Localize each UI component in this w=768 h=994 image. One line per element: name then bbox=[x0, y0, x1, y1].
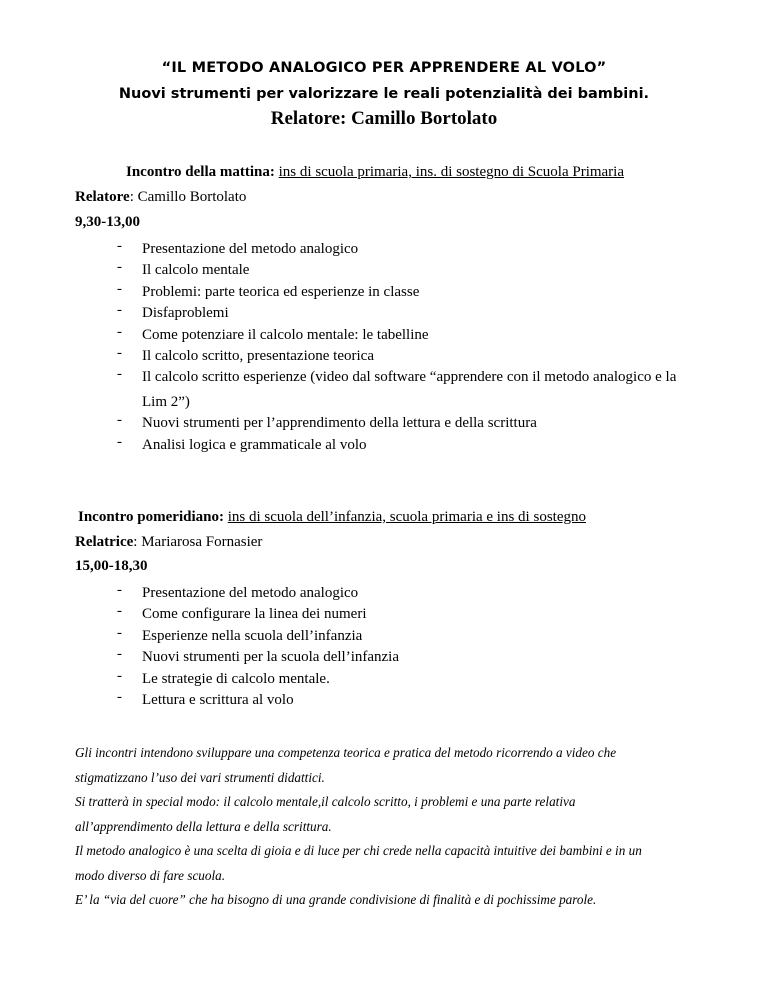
list-item: - Nuovi strumenti per l’apprendimento della lettura e della scrittura bbox=[117, 412, 537, 432]
closing-notes bbox=[75, 741, 715, 913]
list-item: - Il calcolo scritto esperienze (video dal software “apprendere con il metodo analogico e la Lim 2”) bbox=[117, 366, 677, 410]
note-line: E’ la “via del cuore” che ha bisogno di una grande condivisione di finalità e di pochissime parole. bbox=[75, 892, 597, 907]
list-item: - Come potenziare il calcolo mentale: le tabelline bbox=[117, 323, 429, 343]
note-line: Gli incontri intendono sviluppare una competenza teorica e pratica del metodo ricorrendo a video che bbox=[75, 745, 617, 760]
document-subtitle: Nuovi strumenti per valorizzare le reali potenzialità dei bambini. bbox=[118, 86, 650, 102]
afternoon-audience: ins di scuola dell’infanzia, scuola primaria e ins di sostegno bbox=[227, 509, 586, 525]
list-item: - Nuovi strumenti per la scuola dell’infanzia bbox=[117, 646, 399, 666]
morning-audience: ins di scuola primaria, ins. di sostegno di Scuola Primaria bbox=[278, 164, 625, 180]
list-item: - Il calcolo mentale bbox=[117, 259, 250, 279]
main-speaker: Relatore: Camillo Bortolato bbox=[270, 108, 498, 129]
list-item: - Lettura e scrittura al volo bbox=[117, 688, 294, 708]
afternoon-speaker-label: Relatrice bbox=[75, 534, 134, 550]
afternoon-heading bbox=[78, 509, 586, 526]
list-item: - Esperienze nella scuola dell’infanzia bbox=[117, 624, 363, 644]
list-item: - Presentazione del metodo analogico bbox=[117, 582, 359, 601]
morning-speaker bbox=[75, 189, 246, 206]
morning-topics-list bbox=[117, 240, 702, 457]
list-item: - Analisi logica e grammaticale al volo bbox=[117, 433, 367, 453]
note-line: stigmatizzano l’uso dei vari strumenti didattici. bbox=[75, 769, 325, 785]
note-line: all’apprendimento della lettura e della scrittura. bbox=[75, 818, 332, 834]
list-item: - Il calcolo scritto, presentazione teorica bbox=[117, 344, 374, 364]
list-item: - Problemi: parte teorica ed esperienze in classe bbox=[117, 280, 420, 300]
document-title: “IL METODO ANALOGICO PER APPRENDERE AL VOLO” bbox=[161, 60, 607, 76]
note-line: Si tratterà in special modo: il calcolo mentale,il calcolo scritto, i problemi e una parte relativa bbox=[75, 794, 576, 809]
list-item: - Presentazione del metodo analogico bbox=[117, 238, 359, 257]
morning-speaker-label: Relatore bbox=[75, 189, 130, 205]
morning-speaker-name: : Camillo Bortolato bbox=[129, 189, 247, 205]
morning-heading-label: Incontro della mattina: bbox=[126, 164, 275, 180]
list-item: - Le strategie di calcolo mentale. bbox=[117, 667, 330, 687]
afternoon-speaker bbox=[75, 534, 262, 551]
note-line: modo diverso di fare scuola. bbox=[75, 867, 226, 883]
list-item: - Disfaproblemi bbox=[117, 302, 229, 322]
afternoon-speaker-name: : Mariarosa Fornasier bbox=[133, 534, 263, 550]
afternoon-time: 15,00-18,30 bbox=[75, 558, 148, 574]
list-item: - Come configurare la linea dei numeri bbox=[117, 603, 367, 623]
note-line: Il metodo analogico è una scelta di gioia e di luce per chi crede nella capacità intuitive dei bambini e in un bbox=[75, 843, 642, 858]
afternoon-heading-label: Incontro pomeridiano: bbox=[78, 509, 224, 525]
afternoon-topics-list bbox=[117, 584, 702, 712]
morning-heading bbox=[126, 164, 624, 181]
morning-time: 9,30-13,00 bbox=[75, 214, 140, 230]
